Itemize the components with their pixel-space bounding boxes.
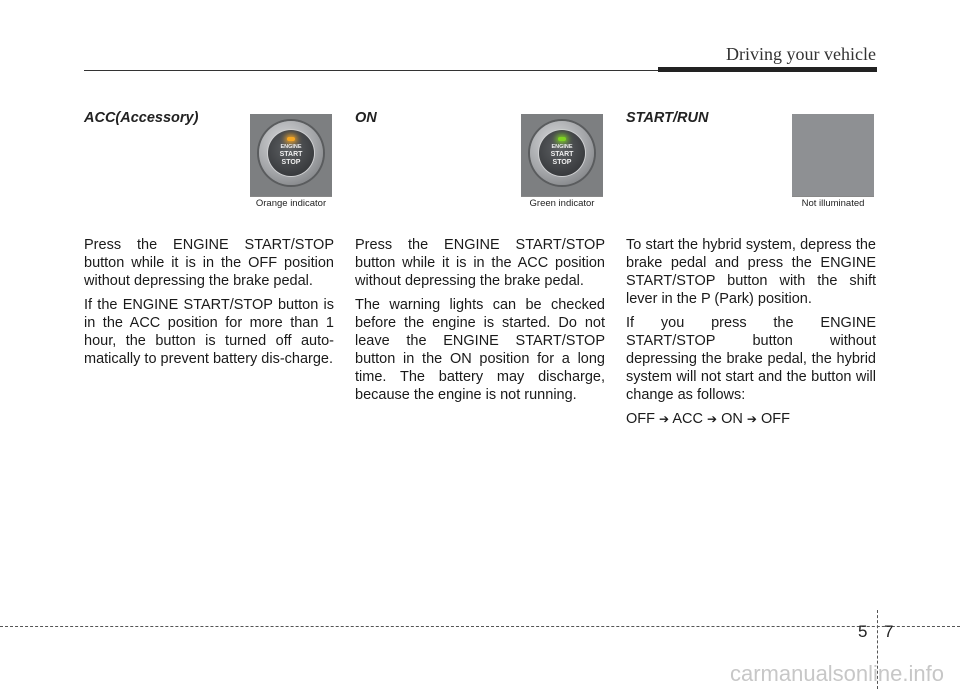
page-header-title: Driving your vehicle xyxy=(726,44,876,64)
figure-caption: Orange indicator xyxy=(250,196,332,210)
figure-start-run xyxy=(792,114,874,210)
paragraph: Press the ENGINE START/STOP button while it is in the ACC position without depressing the brake pedal. xyxy=(355,237,605,289)
mode-heading-start-run: START/RUN xyxy=(626,110,709,126)
footer-rule xyxy=(0,626,960,627)
button-label-line3: STOP xyxy=(281,159,301,166)
button-face xyxy=(268,130,314,176)
sequence-step: OFF xyxy=(626,411,655,427)
button-state-sequence xyxy=(626,410,876,428)
button-label-line3: STOP xyxy=(552,159,572,166)
right-arrow-icon: ➔ xyxy=(706,412,718,426)
right-arrow-icon: ➔ xyxy=(659,412,670,426)
paragraph: Press the ENGINE START/STOP button while it is in the OFF position without depressing the brake pedal. xyxy=(84,237,334,289)
sequence-step: OFF xyxy=(760,411,790,427)
body-text-on xyxy=(355,236,605,410)
right-arrow-icon: ➔ xyxy=(746,412,757,426)
indicator-light-icon xyxy=(287,137,295,141)
section-number: 5 xyxy=(858,622,868,641)
figure-caption: Not illuminated xyxy=(792,196,874,210)
button-label xyxy=(268,143,314,167)
header-rule-accent xyxy=(658,67,877,72)
sequence-step: ACC xyxy=(672,411,703,427)
mode-heading-on: ON xyxy=(355,110,377,126)
engine-start-stop-button-icon xyxy=(259,121,323,185)
button-label-line2: START xyxy=(550,151,574,158)
button-label-line1: ENGINE xyxy=(280,144,302,150)
figure-caption: Green indicator xyxy=(521,196,603,210)
sequence-step: ON xyxy=(721,411,743,427)
paragraph: The warning lights can be checked before the engine is started. Do not leave the ENGINE START/STOP button in the ON position for a long time. The battery may discharge, because the engine is not running. xyxy=(355,297,605,403)
figure-acc xyxy=(250,114,332,210)
indicator-light-icon xyxy=(558,137,566,141)
button-label-line1: ENGINE xyxy=(551,144,573,150)
mode-heading-acc: ACC(Accessory) xyxy=(84,110,199,126)
button-label-line2: START xyxy=(279,151,303,158)
body-text-acc xyxy=(84,236,334,374)
engine-start-stop-button-icon xyxy=(530,121,594,185)
paragraph: To start the hybrid system, depress the brake pedal and press the ENGINE START/STOP button with the shift lever in the P (Park) position. xyxy=(626,237,876,307)
body-text-start-run xyxy=(626,236,876,428)
watermark: carmanualsonline.info xyxy=(729,661,944,686)
button-label xyxy=(539,143,585,167)
paragraph: If you press the ENGINE START/STOP button without depressing the brake pedal, the hybrid system will not start and the button will change as follows: xyxy=(626,315,876,403)
page-number: 7 xyxy=(884,622,894,641)
paragraph: If the ENGINE START/STOP button is in the ACC position for more than 1 hour, the button is turned off auto-matically to prevent battery dis-charge. xyxy=(84,297,334,367)
button-face xyxy=(539,130,585,176)
figure-on xyxy=(521,114,603,210)
